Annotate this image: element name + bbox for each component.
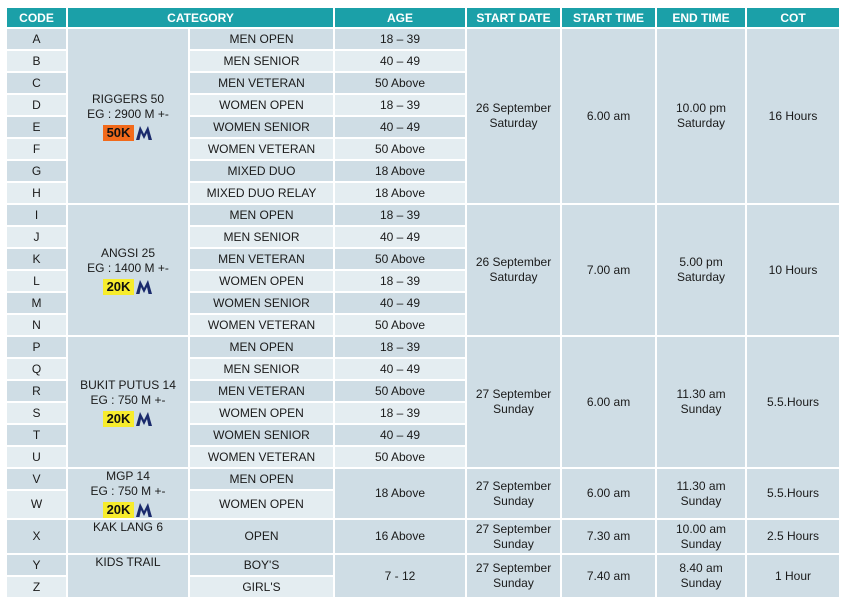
code-cell: K — [7, 249, 66, 269]
category-cell: MIXED DUO RELAY — [190, 183, 333, 203]
category-cell: WOMEN SENIOR — [190, 117, 333, 137]
group-cell — [68, 29, 188, 203]
distance-badge — [103, 411, 154, 427]
group-name: ANGSI 25 — [100, 245, 156, 260]
header-age: AGE — [335, 8, 465, 27]
table-row — [7, 555, 839, 575]
line-2: Saturday — [489, 270, 538, 284]
start-time-cell: 7.00 am — [562, 205, 655, 335]
table-row — [7, 469, 839, 489]
code-cell: H — [7, 183, 66, 203]
category-cell: BOY'S — [190, 555, 333, 575]
age-cell: 50 Above — [335, 447, 465, 467]
end-time-cell — [657, 29, 745, 203]
line-2: Sunday — [493, 536, 534, 551]
line-2: Sunday — [680, 576, 722, 590]
group-cell — [68, 337, 188, 467]
line-1: 27 September — [475, 478, 552, 493]
category-cell: WOMEN OPEN — [190, 271, 333, 291]
age-cell: 40 – 49 — [335, 227, 465, 247]
category-cell: MIXED DUO — [190, 161, 333, 181]
code-cell: T — [7, 425, 66, 445]
line-1: 11.30 am — [676, 387, 726, 401]
age-cell: 18 Above — [335, 469, 465, 518]
start-time-cell: 6.00 am — [562, 469, 655, 518]
code-cell: J — [7, 227, 66, 247]
cot-cell: 10 Hours — [747, 205, 839, 335]
group-cell — [68, 520, 188, 553]
header-category: CATEGORY — [68, 8, 333, 27]
line-2: Sunday — [680, 536, 722, 551]
m-logo-icon — [135, 502, 153, 518]
code-cell: F — [7, 139, 66, 159]
age-cell: 40 – 49 — [335, 293, 465, 313]
header-end-time: END TIME — [657, 8, 745, 27]
start-time-cell: 6.00 am — [562, 337, 655, 467]
start-date-cell — [467, 29, 560, 203]
code-cell: E — [7, 117, 66, 137]
age-cell: 18 Above — [335, 183, 465, 203]
end-time-cell — [657, 469, 745, 518]
category-cell: MEN OPEN — [190, 469, 333, 489]
age-cell: 50 Above — [335, 381, 465, 401]
cot-cell: 1 Hour — [747, 555, 839, 597]
line-2: Sunday — [680, 402, 722, 416]
category-cell: OPEN — [190, 520, 333, 553]
end-time-cell — [657, 205, 745, 335]
category-cell: GIRL'S — [190, 577, 333, 597]
group-cell — [68, 469, 188, 518]
age-cell: 50 Above — [335, 73, 465, 93]
code-cell: X — [7, 520, 66, 553]
code-cell: V — [7, 469, 66, 489]
distance-badge — [103, 279, 154, 295]
distance-label: 50K — [103, 125, 135, 141]
group-cell — [68, 555, 188, 597]
table-row — [7, 520, 839, 553]
table-row — [7, 29, 839, 49]
line-1: 5.00 pm — [679, 255, 723, 269]
header-code: CODE — [7, 8, 66, 27]
age-cell: 18 – 39 — [335, 271, 465, 291]
table-row — [7, 337, 839, 357]
code-cell: G — [7, 161, 66, 181]
line-1: 11.30 am — [676, 478, 726, 493]
code-cell: L — [7, 271, 66, 291]
code-cell: C — [7, 73, 66, 93]
group-elevation: EG : 1400 M +- — [87, 260, 169, 275]
category-cell: MEN OPEN — [190, 337, 333, 357]
start-time-cell: 7.40 am — [562, 555, 655, 597]
header-start-date: START DATE — [467, 8, 560, 27]
start-date-cell — [467, 469, 560, 518]
cot-cell: 2.5 Hours — [747, 520, 839, 553]
header-row — [7, 8, 839, 27]
category-cell: WOMEN OPEN — [190, 95, 333, 115]
table-row — [7, 205, 839, 225]
start-time-cell: 6.00 am — [562, 29, 655, 203]
category-cell: WOMEN OPEN — [190, 403, 333, 423]
age-cell: 18 – 39 — [335, 29, 465, 49]
age-cell: 50 Above — [335, 249, 465, 269]
code-cell: Z — [7, 577, 66, 597]
start-date-cell — [467, 205, 560, 335]
code-cell: A — [7, 29, 66, 49]
cot-cell: 5.5.Hours — [747, 337, 839, 467]
line-1: 8.40 am — [679, 561, 723, 575]
line-2: Sunday — [680, 493, 722, 508]
line-1: 10.00 am — [675, 521, 727, 536]
race-category-table — [5, 6, 841, 599]
code-cell: N — [7, 315, 66, 335]
line-1: 27 September — [475, 521, 552, 536]
m-logo-icon — [135, 411, 153, 427]
age-cell: 40 – 49 — [335, 117, 465, 137]
end-time-cell — [657, 337, 745, 467]
distance-label: 20K — [103, 502, 135, 518]
line-2: Sunday — [493, 402, 534, 416]
code-cell: Q — [7, 359, 66, 379]
age-cell: 50 Above — [335, 139, 465, 159]
age-cell: 18 – 39 — [335, 95, 465, 115]
line-2: Sunday — [493, 576, 534, 590]
m-logo-icon — [135, 125, 153, 141]
group-elevation: EG : 2900 M +- — [87, 106, 169, 121]
group-name: MGP 14 — [106, 469, 150, 483]
category-cell: MEN SENIOR — [190, 359, 333, 379]
header-start-time: START TIME — [562, 8, 655, 27]
category-cell: MEN VETERAN — [190, 381, 333, 401]
line-1: 26 September — [475, 255, 552, 269]
code-cell: U — [7, 447, 66, 467]
code-cell: I — [7, 205, 66, 225]
distance-label: 20K — [103, 279, 135, 295]
category-cell: MEN OPEN — [190, 205, 333, 225]
header-cot: COT — [747, 8, 839, 27]
category-cell: MEN VETERAN — [190, 249, 333, 269]
category-cell: WOMEN OPEN — [190, 491, 333, 518]
age-cell: 7 - 12 — [335, 555, 465, 597]
group-cell — [68, 205, 188, 335]
code-cell: B — [7, 51, 66, 71]
code-cell: M — [7, 293, 66, 313]
category-cell: WOMEN VETERAN — [190, 139, 333, 159]
group-name: KAK LANG 6 — [92, 520, 164, 534]
group-name: BUKIT PUTUS 14 — [80, 377, 176, 392]
code-cell: W — [7, 491, 66, 518]
category-cell: MEN SENIOR — [190, 51, 333, 71]
m-logo-icon — [135, 279, 153, 295]
category-cell: MEN OPEN — [190, 29, 333, 49]
line-2: Saturday — [489, 116, 538, 130]
age-cell: 40 – 49 — [335, 51, 465, 71]
age-cell: 18 – 39 — [335, 337, 465, 357]
distance-badge — [103, 125, 154, 141]
category-cell: WOMEN VETERAN — [190, 315, 333, 335]
age-cell: 16 Above — [335, 520, 465, 553]
line-1: 27 September — [475, 561, 552, 575]
age-cell: 18 Above — [335, 161, 465, 181]
category-cell: WOMEN SENIOR — [190, 293, 333, 313]
end-time-cell — [657, 520, 745, 553]
line-2: Sunday — [493, 493, 534, 508]
start-date-cell — [467, 337, 560, 467]
age-cell: 50 Above — [335, 315, 465, 335]
category-cell: WOMEN SENIOR — [190, 425, 333, 445]
code-cell: P — [7, 337, 66, 357]
line-1: 27 September — [475, 387, 552, 401]
start-date-cell — [467, 555, 560, 597]
start-date-cell — [467, 520, 560, 553]
start-time-cell: 7.30 am — [562, 520, 655, 553]
group-name: RIGGERS 50 — [91, 91, 165, 106]
line-1: 10.00 pm — [675, 101, 727, 115]
code-cell: Y — [7, 555, 66, 575]
distance-label: 20K — [103, 411, 135, 427]
cot-cell: 16 Hours — [747, 29, 839, 203]
age-cell: 40 – 49 — [335, 359, 465, 379]
cot-cell: 5.5.Hours — [747, 469, 839, 518]
age-cell: 40 – 49 — [335, 425, 465, 445]
code-cell: R — [7, 381, 66, 401]
code-cell: D — [7, 95, 66, 115]
line-2: Saturday — [677, 116, 726, 130]
group-name: KIDS TRAIL — [95, 555, 161, 569]
group-elevation: EG : 750 M +- — [90, 392, 166, 407]
line-2: Saturday — [677, 270, 726, 284]
category-cell: WOMEN VETERAN — [190, 447, 333, 467]
end-time-cell — [657, 555, 745, 597]
age-cell: 18 – 39 — [335, 403, 465, 423]
code-cell: S — [7, 403, 66, 423]
group-elevation: EG : 750 M +- — [90, 484, 166, 498]
category-cell: MEN VETERAN — [190, 73, 333, 93]
category-cell: MEN SENIOR — [190, 227, 333, 247]
line-1: 26 September — [475, 101, 552, 115]
distance-badge — [103, 502, 154, 518]
age-cell: 18 – 39 — [335, 205, 465, 225]
